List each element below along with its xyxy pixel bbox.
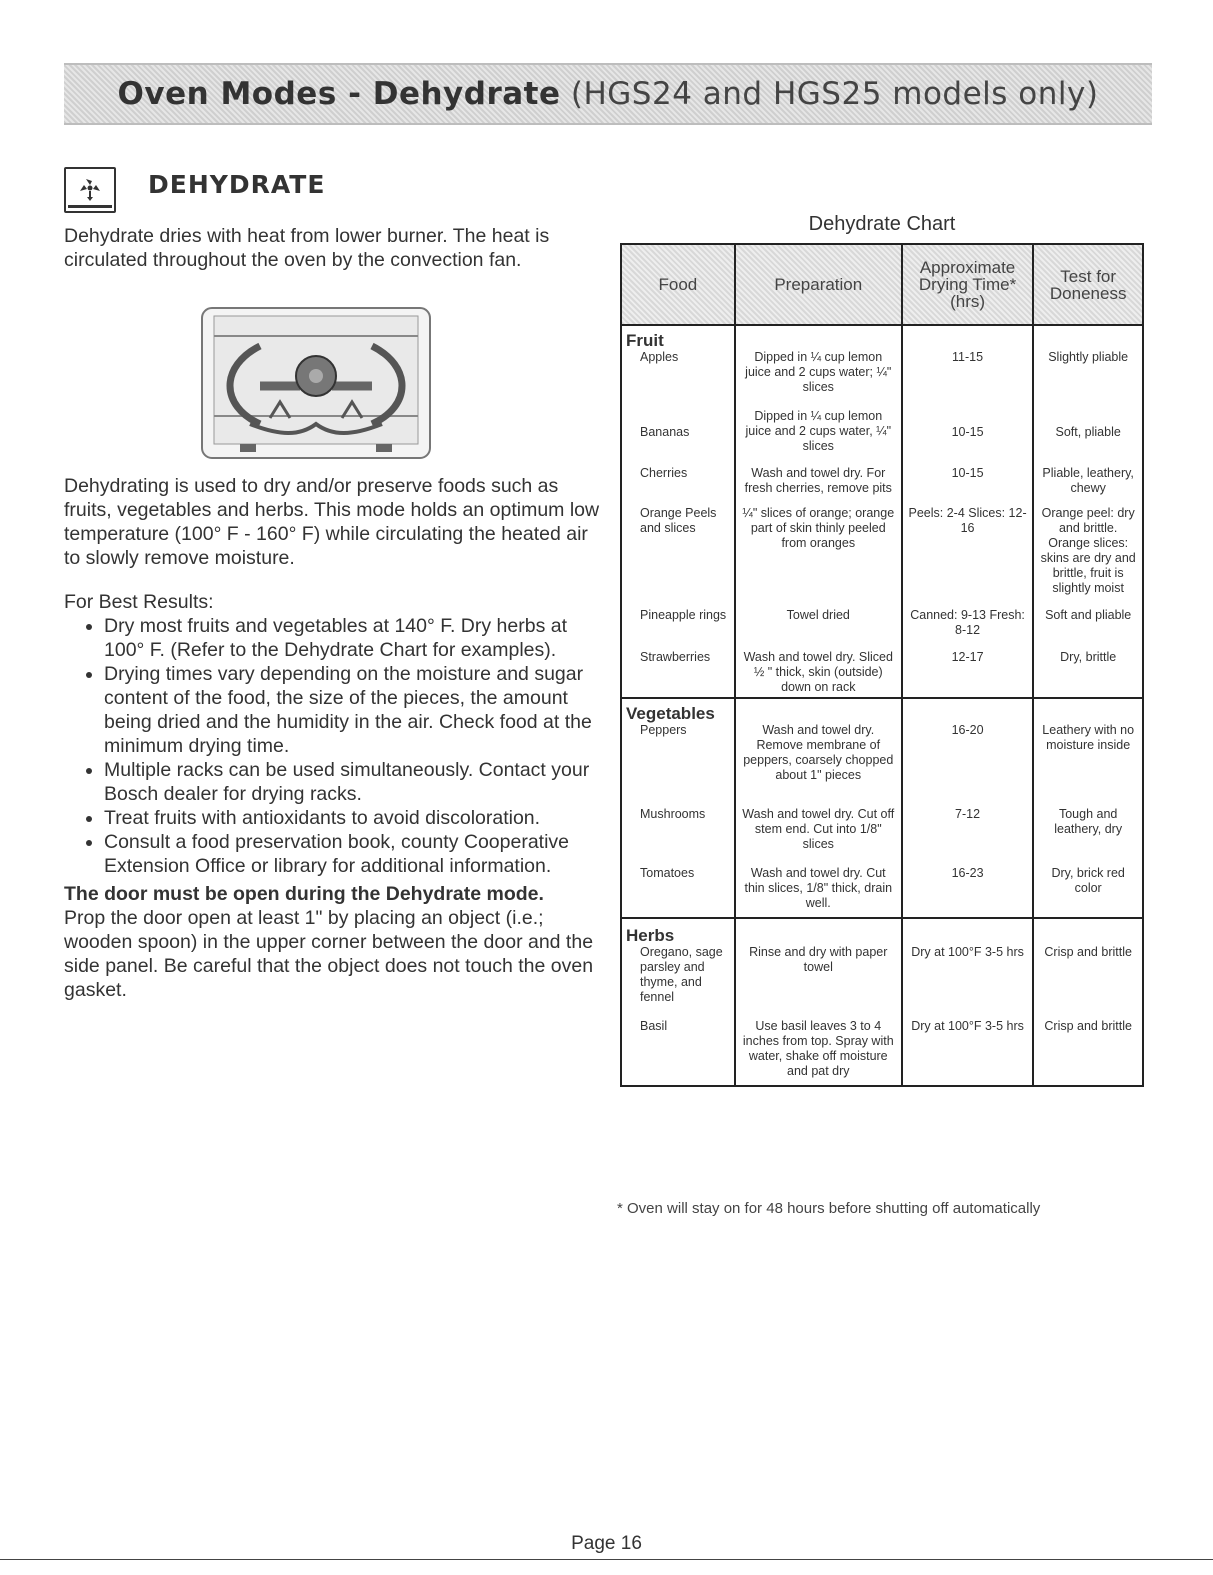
table-cell (621, 698, 735, 785)
table-row (621, 498, 1143, 598)
table-cell: Crisp and brittle (1033, 918, 1143, 1007)
table-cell (621, 640, 735, 698)
table-cell (621, 1007, 735, 1086)
table-row (621, 785, 1143, 854)
table-cell: 16-20 (902, 698, 1034, 785)
category-row (621, 698, 1143, 785)
table-cell: Slightly pliable (1033, 325, 1143, 397)
header-title-bold: Oven Modes - Dehydrate (117, 76, 561, 112)
food-name: Cherries (640, 466, 688, 480)
column-header-food: Food (621, 244, 735, 325)
table-cell: Dry at 100°F 3-5 hrs (902, 918, 1034, 1007)
table-cell: Wash and towel dry. Remove membrane of peppers, coarsely chopped about 1" pieces (735, 698, 902, 785)
table-row (621, 397, 1143, 456)
table-cell: ¼" slices of orange; orange part of skin thinly peeled from oranges (735, 498, 902, 598)
food-name: Tomatoes (640, 866, 695, 880)
column-header-drying-time: Approximate Drying Time*(hrs) (902, 244, 1034, 325)
food-name: Basil (640, 1019, 668, 1033)
table-cell: Peels: 2-4 Slices: 12-16 (902, 498, 1034, 598)
category-row (621, 325, 1143, 397)
table-cell: Tough and leathery, dry (1033, 785, 1143, 854)
table-cell: 7-12 (902, 785, 1034, 854)
food-name: Bananas (640, 425, 690, 439)
table-cell: Dipped in ¼ cup lemon juice and 2 cups water; ¼" slices (735, 325, 902, 397)
table-cell: Wash and towel dry. Cut thin slices, 1/8" thick, drain well. (735, 854, 902, 918)
page-header-title (118, 76, 1099, 112)
dehydrate-fan-icon (64, 167, 116, 213)
table-cell: Canned: 9-13 Fresh: 8-12 (902, 598, 1034, 640)
table-cell (621, 854, 735, 918)
chart-title: Dehydrate Chart (808, 213, 956, 235)
table-cell: 16-23 (902, 854, 1034, 918)
food-name: Strawberries (640, 650, 711, 664)
table-cell (621, 325, 735, 397)
table-cell: Soft, pliable (1033, 397, 1143, 456)
table-cell: Dry, brittle (1033, 640, 1143, 698)
best-results-heading: For Best Results: (64, 591, 214, 613)
table-cell: Wash and towel dry. Cut off stem end. Cut into 1/8" slices (735, 785, 902, 854)
table-cell: Towel dried (735, 598, 902, 640)
table-cell (621, 498, 735, 598)
door-instructions: Prop the door open at least 1" by placing an object (i.e.; wooden spoon) in the upper corner between the door and the side panel. Be careful that the object does not touch the oven gasket. (64, 907, 594, 1001)
table-row (621, 1007, 1143, 1086)
food-name: Apples (640, 350, 679, 364)
category-label: Vegetables (626, 704, 715, 723)
intro-paragraph: Dehydrate dries with heat from lower burner. The heat is circulated throughout the oven by the convection fan. (64, 225, 550, 271)
best-results-section (64, 590, 604, 878)
table-cell (621, 397, 735, 456)
table-cell: 11-15 (902, 325, 1034, 397)
tip-item: • Drying times vary depending on the moisture and sugar content of the food, the size of the pieces, the amount being dried and the humidity in the air. Check food at the minimum drying time. (104, 662, 604, 758)
table-cell: Wash and towel dry. Sliced ½ " thick, skin (outside) down on rack (735, 640, 902, 698)
table-cell: Leathery with no moisture inside (1033, 698, 1143, 785)
food-name: Peppers (640, 723, 687, 737)
table-row (621, 456, 1143, 498)
table-row (621, 598, 1143, 640)
table-cell (621, 785, 735, 854)
table-cell (621, 456, 735, 498)
page-header-banner (64, 63, 1152, 125)
table-cell: Pliable, leathery, chewy (1033, 456, 1143, 498)
column-header-test: Test for Doneness (1033, 244, 1143, 325)
header-title-sub: (HGS24 and HGS25 models only) (570, 76, 1099, 112)
tips-list (64, 614, 604, 878)
door-section (64, 882, 604, 1002)
category-label: Fruit (626, 331, 664, 350)
section-title: DEHYDRATE (148, 170, 326, 199)
oven-convection-illustration (200, 306, 432, 462)
table-row (621, 854, 1143, 918)
table-cell (621, 918, 735, 1007)
chart-header-row (621, 244, 1143, 325)
bottom-divider (0, 1559, 1213, 1560)
table-cell: Dry, brick red color (1033, 854, 1143, 918)
description-paragraph: Dehydrating is used to dry and/or preserve foods such as fruits, vegetables and herbs. This mode holds an optimum low temperature (100° F - 160° F) while circulating the heated air to slowly remove moisture. (64, 475, 600, 569)
food-name: Mushrooms (640, 807, 706, 821)
food-name: Pineapple rings (640, 608, 727, 622)
column-header-preparation: Preparation (735, 244, 902, 325)
table-cell: 10-15 (902, 456, 1034, 498)
dehydrate-chart-table (620, 243, 1144, 1087)
table-cell: Orange peel: dry and brittle. Orange slices: skins are dry and brittle, fruit is slightly moist (1033, 498, 1143, 598)
page-number: Page 16 (571, 1533, 642, 1554)
food-name: Oregano, sage parsley and thyme, and fennel (640, 945, 723, 1004)
table-cell: 10-15 (902, 397, 1034, 456)
table-cell: 12-17 (902, 640, 1034, 698)
table-cell: Use basil leaves 3 to 4 inches from top. Spray with water, shake off moisture and pat dry (735, 1007, 902, 1086)
table-cell: Rinse and dry with paper towel (735, 918, 902, 1007)
table-cell: Dipped in ¼ cup lemon juice and 2 cups water, ¼" slices (735, 397, 902, 456)
table-cell: Soft and pliable (1033, 598, 1143, 640)
door-warning: The door must be open during the Dehydrate mode. (64, 883, 544, 905)
tip-item: • Consult a food preservation book, county Cooperative Extension Office or library for additional information. (104, 830, 604, 878)
category-label: Herbs (626, 926, 675, 945)
table-cell (621, 598, 735, 640)
table-row (621, 640, 1143, 698)
chart-footnote: * Oven will stay on for 48 hours before shutting off automatically (617, 1200, 1041, 1217)
table-cell: Crisp and brittle (1033, 1007, 1143, 1086)
table-cell: Wash and towel dry. For fresh cherries, remove pits (735, 456, 902, 498)
food-name: Orange Peels and slices (640, 506, 717, 535)
category-row (621, 918, 1143, 1007)
tip-item: • Dry most fruits and vegetables at 140° F. Dry herbs at 100° F. (Refer to the Dehydrate Chart for examples). (104, 614, 604, 662)
tip-item: • Multiple racks can be used simultaneously. Contact your Bosch dealer for drying racks. (104, 758, 604, 806)
table-cell: Dry at 100°F 3-5 hrs (902, 1007, 1034, 1086)
tip-item: • Treat fruits with antioxidants to avoid discoloration. (104, 806, 604, 830)
